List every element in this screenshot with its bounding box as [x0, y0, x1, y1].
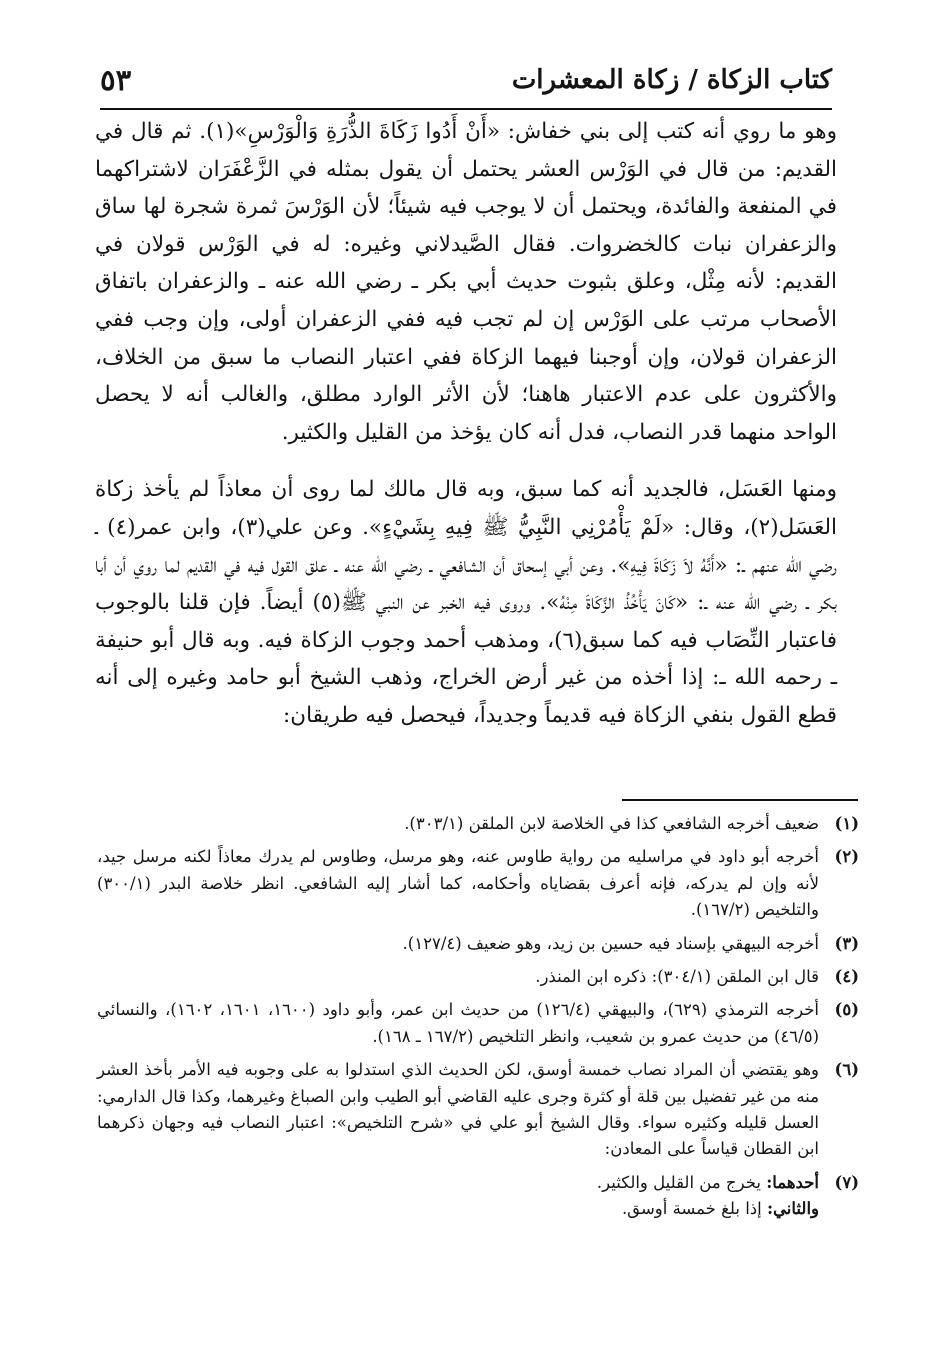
footnote	[97, 811, 859, 837]
footnote-number: (٧)	[834, 1172, 859, 1192]
footnote	[97, 964, 859, 990]
footnote-number: (٥)	[834, 1000, 859, 1020]
footnote	[97, 997, 859, 1050]
paragraph-honey: ومنها العَسَل، فالجديد أنه كما سبق، وبه قال مالك لما روى أن معاذاً لم يأخذ زكاة العَسَل(٢)، وقال: «لَمْ يَأْمُرْنِي النَّبِيُّ ﷺ فِيهِ بِشَيْءٍ». وعن علي(٣)، وابن عمر(٤) ـ رضي الله عنهم ـ: «أَنَّهُ لاَ زَكَاةَ فِيهِ». وعن أبي إسحاق أن الشافعي ـ رضي الله عنه ـ علق القول فيه في القديم لما روي أن أبا بكر ـ رضي الله عنه ـ: «كَانَ يَأْخُذُ الزَّكَاةَ مِنْهُ». وروى فيه الخبر عن النبي ﷺ(٥) أيضاً. فإن قلنا بالوجوب فاعتبار النِّصَاب فيه كما سبق(٦)، ومذهب أحمد وجوب الزكاة فيه. وبه قال أبو حنيفة ـ رحمه الله ـ: إذا أخذه من غير أرض الخراج، وذهب الشيخ أبو حامد وغيره إلى أنه قطع القول بنفي الزكاة فيه قديماً وجديداً، فيحصل فيه طريقان:	[95, 477, 838, 728]
item-label: أحدهما:	[766, 1172, 819, 1192]
running-title: كتاب الزكاة / زكاة المعشرات	[511, 65, 832, 95]
footnote-text	[97, 1170, 819, 1223]
footnote-text: أخرجه الترمذي (٦٢٩)، والبيهقي (١٢٦/٤) من حديث ابن عمر، وأبو داود (١٦٠٠، ١٦٠١، ١٦٠٢)، والنسائي (٤٦/٥) من حديث عمرو بن شعيب، وانظر التلخيص (١٦٧/٢ ـ ١٦٨).	[97, 1000, 819, 1046]
main-text	[95, 113, 837, 735]
footnote-text: ضعيف أخرجه الشافعي كذا في الخلاصة لابن الملقن (٣٠٣/١).	[404, 814, 819, 833]
footnote	[97, 844, 859, 923]
footnote-number: (٤)	[834, 967, 859, 987]
footnote-number: (٦)	[834, 1060, 859, 1080]
item-text: إذا بلغ خمسة أوسق.	[621, 1199, 762, 1219]
footnote	[97, 1170, 859, 1223]
footnotes	[97, 811, 859, 1230]
footnote-number: (٢)	[834, 847, 859, 867]
footnote	[97, 931, 859, 957]
footnote-item	[97, 1170, 819, 1196]
running-header	[100, 52, 832, 110]
footnote-text: أخرجه البيهقي بإسناد فيه حسين بن زيد، وهو ضعيف (١٢٧/٤).	[402, 933, 819, 953]
paragraph-saffron: وهو ما روي أنه كتب إلى بني خفاش: «أَنْ أَدُوا زَكَاةَ الذُّرَةِ وَالْوَرْسِ»(١). ثم قال في القديم: من قال في الوَرْس العشر يحتمل أن يقول بمثله في الزَّعْفَرَان لاشتراكهما في المنفعة والفائدة، ويحتمل أن لا يوجب فيه شيئاً؛ لأن الوَرْسَ ثمرة شجرة لها ساق والزعفران نبات كالخضروات. فقال الصَّيدلاني وغيره: له في الوَرْس قولان في القديم: لأنه مِثْل، وعلق بثبوت حديث أبي بكر ـ رضي الله عنه ـ والزعفران باتفاق الأصحاب مرتب على الوَرْس إن لم تجب فيه ففي الزعفران أولى، وإن وجب ففي الزعفران قولان، وإن أوجبنا فيهما الزكاة ففي اعتبار النصاب ما سبق من الخلاف، والأكثرون على عدم الاعتبار هاهنا؛ لأن الأثر الوارد مطلق، والغالب أنه لا يحصل الواحد منهما قدر النصاب، فدل أنه كان يؤخذ من القليل والكثير.	[95, 119, 837, 445]
item-label: والثاني:	[766, 1199, 819, 1219]
footnote	[97, 1057, 859, 1163]
footnote-number: (١)	[834, 814, 859, 833]
footnote-number: (٣)	[834, 933, 859, 953]
footnote-text: أخرجه أبو داود في مراسليه من رواية طاوس عنه، وهو مرسل، وطاوس لم يدرك معاذاً لكنه مرسل جيد، لأنه وإن لم يدركه، فإنه أعرف بقضاياه وأحكامه، كما أشار إليه الشافعي. انظر خلاصة البدر (٣٠٠/١) والتلخيص (١٦٧/٢).	[97, 847, 819, 920]
footnote-separator	[622, 799, 858, 801]
item-text: يخرج من القليل والكثير.	[596, 1172, 761, 1192]
footnote-text: قال ابن الملقن (٣٠٤/١): ذكره ابن المنذر.	[535, 967, 819, 987]
page-number: ٥٣	[100, 63, 132, 97]
footnote-item	[97, 1196, 819, 1222]
footnote-text: وهو يقتضي أن المراد نصاب خمسة أوسق، لكن الحديث الذي استدلوا به على وجوبه فيه الأمر بأخذ العشر منه من غير تفضيل بين قلة أو كثرة وجرى عليه القاضي أبو الطيب وابن الصباغ وغيرهما، وكذا قال الدارمي: العسل قليله وكثيره سواء. وقال الشيخ أبو علي في «شرح التلخيص»: اعتبار النصاب فيه وجهان ذكرهما ابن القطان قياساً على المعادن:	[97, 1060, 819, 1159]
